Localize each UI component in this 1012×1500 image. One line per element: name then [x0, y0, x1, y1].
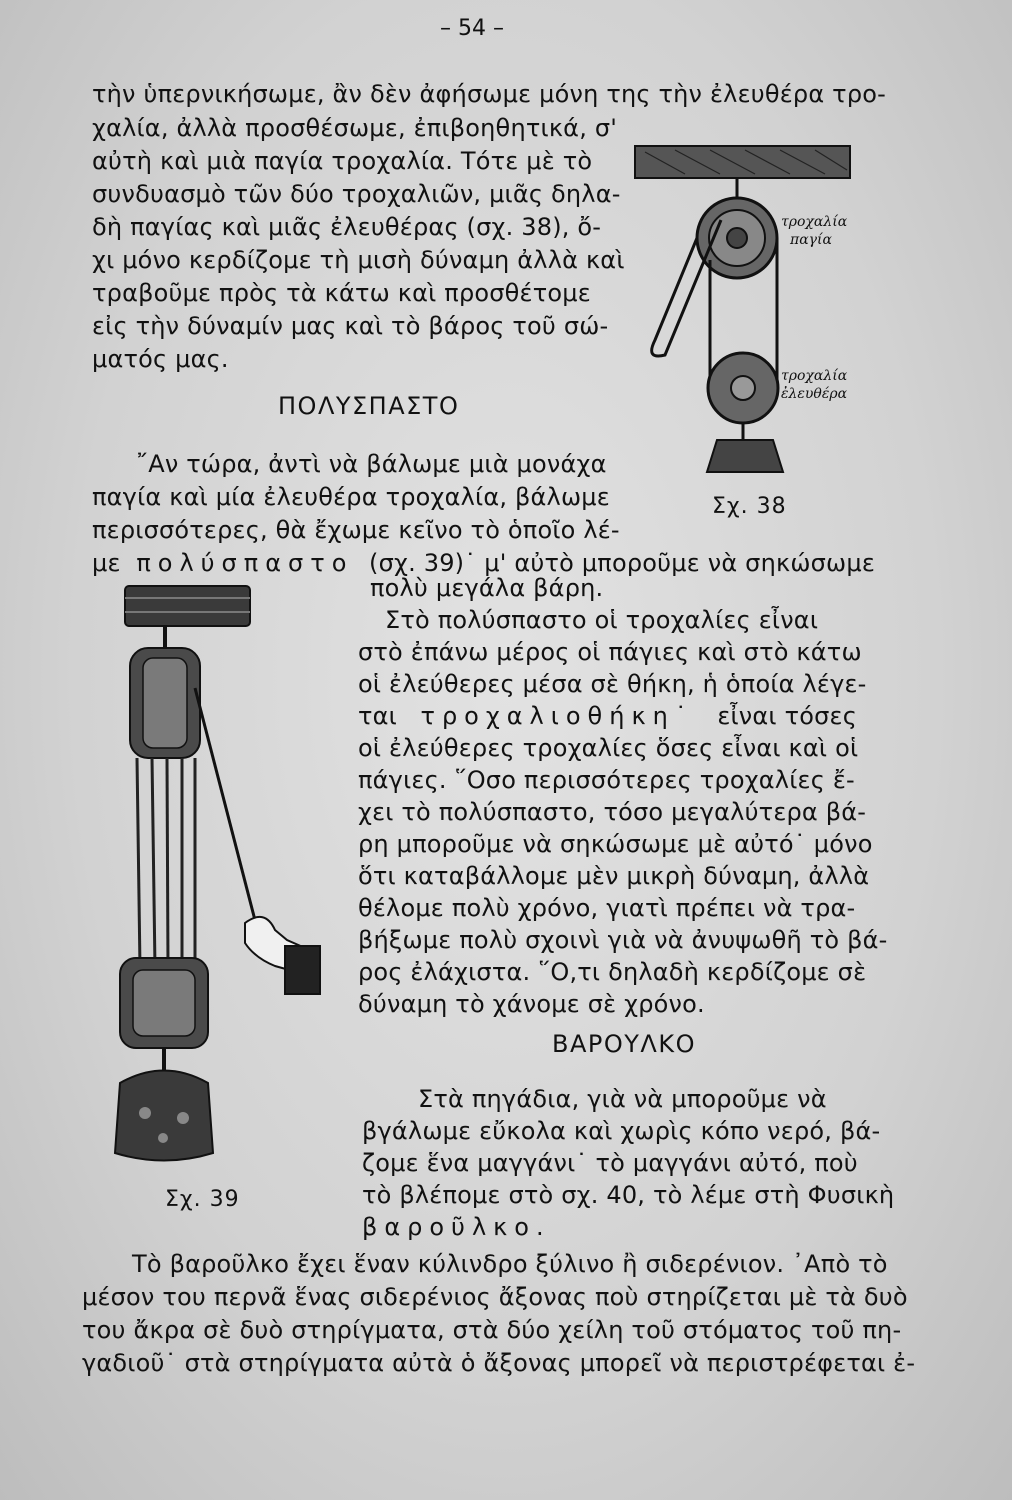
text-line	[92, 549, 875, 577]
figure-39-caption: Σχ. 39	[165, 1187, 240, 1212]
spaced-term-trochaliothiki: τροχαλιοθήκη˙	[420, 702, 694, 730]
text-line: πολὺ μεγάλα βάρη.	[370, 574, 604, 602]
page-number: – 54 –	[440, 16, 504, 41]
text-line: συνδυασμὸ τῶν δύο τροχαλιῶν, μιᾶς δηλα-	[92, 180, 621, 208]
label-fixed-pulley-1: τροχαλία	[781, 214, 848, 230]
text-line: δύναμη τὸ χάνομε σὲ χρόνο.	[358, 990, 705, 1018]
figure-38-pulley-illustration	[625, 140, 885, 480]
text-line: αὐτὴ καὶ μιὰ παγία τροχαλία. Τότε μὲ τὸ	[92, 147, 593, 175]
text-line: γαδιοῦ˙ στὰ στηρίγματα αὐτὰ ὁ ἄξονας μπορεῖ νὰ περιστρέφεται ἐ-	[82, 1349, 916, 1377]
label-free-pulley-2: ἐλευθέρα	[781, 386, 848, 402]
spaced-term-varoulko: βαροῦλκο.	[362, 1213, 551, 1241]
text-line: θέλομε πολὺ χρόνο, γιατὶ πρέπει νὰ τρα-	[358, 894, 856, 922]
text-line: Στὰ πηγάδια, γιὰ νὰ μποροῦμε νὰ	[418, 1085, 827, 1113]
figure-39-polyspasto-illustration	[95, 578, 345, 1178]
text-line: χει τὸ πολύσπαστο, τόσο μεγαλύτερα βά-	[358, 798, 867, 826]
text-fragment: ται	[358, 702, 397, 730]
text-line: πάγιες. ῞Οσο περισσότερες τροχαλίες ἔ-	[358, 766, 855, 794]
text-line: ῎Αν τώρα, ἀντὶ νὰ βάλωμε μιὰ μονάχα	[136, 450, 607, 478]
text-line: Στὸ πολύσπαστο οἱ τροχαλίες εἶναι	[385, 606, 819, 634]
text-fragment: εἶναι τόσες	[717, 702, 857, 730]
text-line: ρη μποροῦμε νὰ σηκώσωμε μὲ αὐτό˙ μόνο	[358, 830, 873, 858]
text-line: μέσον του περνᾶ ἕνας σιδερένιος ἄξονας ποὺ στηρίζεται μὲ τὰ δυὸ	[82, 1283, 908, 1311]
text-line: δὴ παγίας καὶ μιᾶς ἐλευθέρας (σχ. 38), ὄ-	[92, 213, 602, 241]
text-line: χαλία, ἀλλὰ προσθέσωμε, ἐπιβοηθητικά, σ'	[92, 114, 618, 142]
text-line: ζομε ἕνα μαγγάνι˙ τὸ μαγγάνι αὐτό, ποὺ	[362, 1149, 858, 1177]
spaced-term-polyspasto: πολύσπαστο	[136, 549, 354, 577]
text-line: τὴν ὑπερνικήσωμε, ἂν δὲν ἀφήσωμε μόνη της τὴν ἐλευθέρα τρο-	[92, 80, 886, 108]
text-line: τραβοῦμε πρὸς τὰ κάτω καὶ προσθέτομε	[92, 279, 591, 307]
text-line: ματός μας.	[92, 345, 229, 373]
text-line: περισσότερες, θὰ ἔχωμε κεῖνο τὸ ὁποῖο λέ-	[92, 516, 620, 544]
label-fixed-pulley-2: παγία	[790, 232, 832, 248]
section-heading-polyspasto: ΠΟΛΥΣΠΑΣΤΟ	[278, 392, 460, 420]
text-line: του ἄκρα σὲ δυὸ στηρίγματα, στὰ δύο χείλη τοῦ στόματος τοῦ πη-	[82, 1316, 902, 1344]
text-line: παγία καὶ μία ἐλευθέρα τροχαλία, βάλωμε	[92, 483, 610, 511]
text-line: τὸ βλέπομε στὸ σχ. 40, τὸ λέμε στὴ Φυσικὴ	[362, 1181, 895, 1209]
text-line: στὸ ἐπάνω μέρος οἱ πάγιες καὶ στὸ κάτω	[358, 638, 862, 666]
text-line: ρος ἐλάχιστα. ῞Ο,τι δηλαδὴ κερδίζομε σὲ	[358, 958, 867, 986]
text-line	[358, 702, 857, 730]
text-fragment: (σχ. 39)˙ μ' αὐτὸ μποροῦμε νὰ σηκώσωμε	[369, 549, 875, 577]
text-line: Τὸ βαροῦλκο ἔχει ἕναν κύλινδρο ξύλινο ἢ σιδερένιον. ᾽Απὸ τὸ	[132, 1250, 888, 1278]
text-line: βήξωμε πολὺ σχοινὶ γιὰ νὰ ἀνυψωθῆ τὸ βά-	[358, 926, 888, 954]
text-line: βγάλωμε εὔκολα καὶ χωρὶς κόπο νερό, βά-	[362, 1117, 881, 1145]
figure-38-caption: Σχ. 38	[712, 494, 787, 519]
text-line: οἱ ἐλεύθερες τροχαλίες ὅσες εἶναι καὶ οἱ	[358, 734, 859, 762]
label-free-pulley-1: τροχαλία	[781, 368, 848, 384]
text-line: ὅτι καταβάλλομε μὲν μικρὴ δύναμη, ἀλλὰ	[358, 862, 870, 890]
text-line: χι μόνο κερδίζομε τὴ μισὴ δύναμη ἀλλὰ καὶ	[92, 246, 625, 274]
text-line: εἰς τὴν δύναμίν μας καὶ τὸ βάρος τοῦ σώ-	[92, 312, 609, 340]
text-line: οἱ ἐλεύθερες μέσα σὲ θήκη, ἡ ὁποία λέγε-	[358, 670, 867, 698]
section-heading-varoulko: ΒΑΡΟΥΛΚΟ	[552, 1030, 696, 1058]
text-fragment: με	[92, 549, 121, 577]
